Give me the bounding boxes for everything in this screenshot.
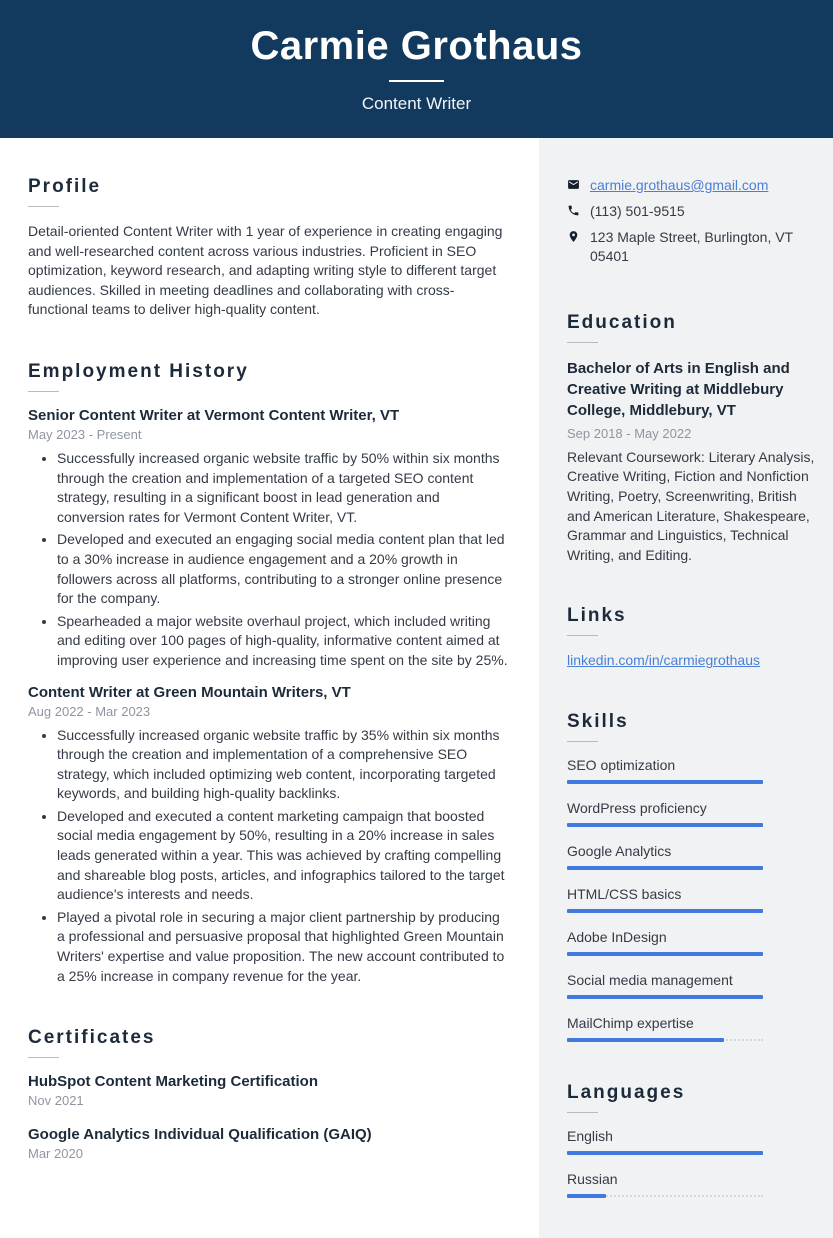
language-label: English [567, 1128, 613, 1145]
phone-icon [567, 202, 590, 217]
education-section [567, 312, 819, 566]
resume-header [0, 0, 833, 138]
bullet-item: • Developed and executed an engaging social media content plan that led to a 30% increase in audience engagement and a 20% growth in followers across all platforms, contributing to a stronger online presence for the company. [57, 530, 509, 608]
header-divider [389, 80, 444, 82]
contact-phone-row [567, 202, 819, 221]
resume-body [0, 138, 833, 1238]
job-title: Content Writer at Green Mountain Writers, VT [28, 683, 351, 701]
skill-bar [567, 823, 763, 827]
languages-section [567, 1082, 819, 1198]
links-heading: Links [567, 605, 627, 627]
job-dates: Aug 2022 - Mar 2023 [28, 703, 151, 719]
language-item [567, 1171, 819, 1198]
location-pin-icon [567, 228, 590, 243]
languages-heading: Languages [567, 1082, 686, 1104]
certificate-date: Mar 2020 [28, 1146, 83, 1162]
skill-bar-fill [567, 866, 763, 870]
phone-number: (113) 501-9515 [590, 202, 685, 219]
link-item [567, 651, 819, 671]
certificate-entry [28, 1073, 509, 1108]
language-item [567, 1128, 819, 1155]
skill-label: Social media management [567, 972, 733, 989]
bullet-item: • Successfully increased organic website traffic by 35% within six months through the creation and implementation of a comprehensive SEO strategy, which included optimizing web content, incorporating targeted keywords, and building high-quality backlinks. [57, 726, 509, 804]
education-heading: Education [567, 311, 677, 333]
skill-label: Adobe InDesign [567, 929, 667, 946]
contact-email-row [567, 176, 819, 195]
envelope-icon [567, 176, 590, 191]
profile-heading: Profile [28, 176, 102, 197]
certificate-title: Google Analytics Individual Qualification (GAIQ) [28, 1126, 372, 1144]
certificate-entry [28, 1126, 509, 1161]
section-rule [28, 391, 59, 392]
main-column [0, 138, 539, 1238]
profile-summary-text: Detail-oriented Content Writer with 1 year of experience in creating engaging and well-researched content across various industries. Proficient in SEO optimization, keyword research, and adapting writing style to different target audiences. Skilled in meeting deadlines and collaborating with cross-functional teams to deliver high-quality content. [28, 223, 503, 318]
job-dates: May 2023 - Present [28, 426, 142, 442]
education-dates: Sep 2018 - May 2022 [567, 425, 692, 441]
skill-label: SEO optimization [567, 757, 676, 774]
skill-item [567, 800, 819, 827]
links-section [567, 605, 819, 671]
job-title: Senior Content Writer at Vermont Content Writer, VT [28, 406, 400, 424]
linkedin-link[interactable]: linkedin.com/in/carmiegrothaus [567, 652, 760, 669]
job-bullet-list [28, 449, 509, 671]
skill-item [567, 886, 819, 913]
postal-address: 123 Maple Street, Burlington, VT 05401 [590, 228, 793, 264]
contact-address-row [567, 228, 819, 266]
skill-item [567, 757, 819, 784]
skill-bar-fill [567, 995, 763, 999]
bullet-item: • Played a pivotal role in securing a major client partnership by producing a professional and persuasive proposal that highlighted Green Mountain Writers' expertise and value proposition. The new account contributed to a 25% increase in company revenue for the year. [57, 908, 509, 986]
skills-section [567, 711, 819, 1042]
skill-bar-fill [567, 823, 763, 827]
section-rule [567, 1112, 598, 1113]
section-rule [28, 1057, 59, 1058]
skill-item [567, 929, 819, 956]
candidate-name: Carmie Grothaus [250, 24, 583, 68]
certificates-section [28, 1027, 509, 1161]
education-description: Relevant Coursework: Literary Analysis, Creative Writing, Fiction and Nonfiction Writing, Poetry, Screenwriting, British and American Literature, Shakespeare, Grammar and Linguistics, Technical Writing, and Editing. [567, 448, 815, 563]
certificate-date: Nov 2021 [28, 1093, 84, 1109]
certificate-title: HubSpot Content Marketing Certification [28, 1073, 318, 1091]
language-bar-fill [567, 1151, 763, 1155]
skill-label: HTML/CSS basics [567, 886, 682, 903]
skill-bar [567, 952, 763, 956]
language-bar [567, 1194, 763, 1198]
skill-bar [567, 1038, 763, 1042]
language-label: Russian [567, 1171, 618, 1188]
email-link[interactable]: carmie.grothaus@gmail.com [590, 177, 769, 193]
candidate-job-title: Content Writer [361, 94, 472, 113]
skill-bar-fill [567, 780, 763, 784]
bullet-item: • Successfully increased organic website traffic by 50% within six months through the creation and implementation of a targeted SEO content strategy, resulting in a significant boost in lead generation and conversion rates for Vermont Content Writer, VT. [57, 449, 509, 527]
skill-label: WordPress proficiency [567, 800, 707, 817]
skill-bar [567, 780, 763, 784]
employment-history-section [28, 361, 509, 986]
skill-item [567, 1015, 819, 1042]
skill-bar-fill [567, 909, 763, 913]
skill-bar-fill [567, 952, 763, 956]
certificates-heading: Certificates [28, 1027, 156, 1049]
skill-item [567, 972, 819, 999]
language-bar-fill [567, 1194, 606, 1198]
job-entry [28, 407, 509, 671]
section-rule [567, 635, 598, 636]
job-entry [28, 684, 509, 987]
profile-section [28, 176, 509, 320]
sidebar [539, 138, 833, 1238]
skills-heading: Skills [567, 711, 629, 733]
skill-bar [567, 995, 763, 999]
bullet-item: • Developed and executed a content marketing campaign that boosted social media engagement by 50%, resulting in a 20% increase in sales leads generated within a year. This was achieved by crafting compelling and shareable blog posts, articles, and infographics tailored to the target audience's interests and needs. [57, 807, 509, 905]
skill-bar-fill [567, 1038, 724, 1042]
job-bullet-list [28, 726, 509, 987]
skill-label: Google Analytics [567, 843, 672, 860]
skill-bar [567, 909, 763, 913]
employment-history-heading: Employment History [28, 360, 249, 382]
skill-label: MailChimp expertise [567, 1015, 694, 1032]
degree-title: Bachelor of Arts in English and Creative Writing at Middlebury College, Middlebury, VT [567, 359, 790, 420]
skill-item [567, 843, 819, 870]
language-bar [567, 1151, 763, 1155]
section-rule [28, 206, 59, 207]
contact-block [567, 176, 819, 266]
skill-bar [567, 866, 763, 870]
section-rule [567, 342, 598, 343]
section-rule [567, 741, 598, 742]
bullet-item: • Spearheaded a major website overhaul project, which included writing and editing over 100 pages of high-quality, informative content aimed at improving user experience and increasing time spent on the site by 25%. [57, 612, 509, 671]
